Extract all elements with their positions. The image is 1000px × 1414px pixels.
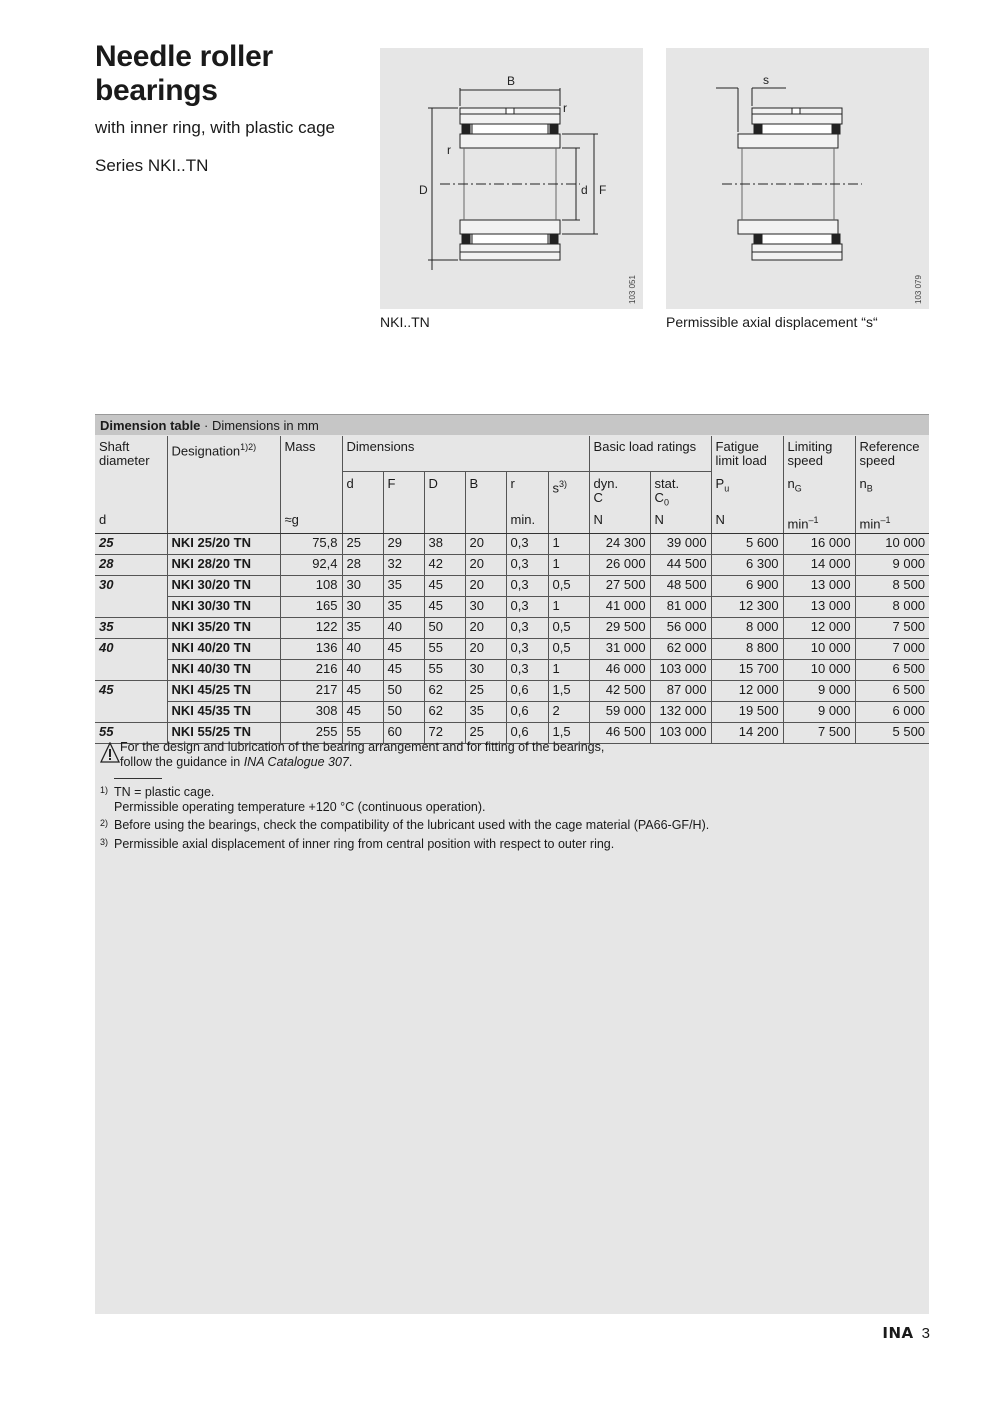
- cell-designation: NKI 35/20 TN: [167, 617, 280, 638]
- cell-C0: 81 000: [650, 596, 711, 617]
- cell-C0: 44 500: [650, 554, 711, 575]
- cell-d: 28: [342, 554, 383, 575]
- cell-shaft: 45: [99, 681, 114, 697]
- cell-B: 25: [465, 722, 506, 743]
- cell-r: 0,6: [506, 680, 548, 701]
- cell-s: 0,5: [548, 575, 589, 596]
- cell-shaft: [95, 659, 167, 680]
- cell-C: 26 000: [589, 554, 650, 575]
- cell-d: 25: [342, 533, 383, 554]
- cell-s: 1: [548, 554, 589, 575]
- cell-B: 20: [465, 575, 506, 596]
- cell-Pu: 15 700: [711, 659, 783, 680]
- cell-B: 30: [465, 596, 506, 617]
- cell-nG: 16 000: [783, 533, 855, 554]
- cell-mass: 308: [280, 701, 342, 722]
- cell-s: 1: [548, 659, 589, 680]
- cell-D: 72: [424, 722, 465, 743]
- cell-C: 46 500: [589, 722, 650, 743]
- cell-B: 20: [465, 533, 506, 554]
- cell-r: 0,3: [506, 638, 548, 659]
- cell-d: 30: [342, 575, 383, 596]
- cell-Pu: 19 500: [711, 701, 783, 722]
- label-d: d: [581, 183, 588, 197]
- table-row: [95, 533, 929, 554]
- cell-nB: 6 000: [855, 701, 929, 722]
- cell-r: 0,6: [506, 722, 548, 743]
- cell-nG: 13 000: [783, 575, 855, 596]
- cell-nB: 6 500: [855, 659, 929, 680]
- cell-D: 45: [424, 596, 465, 617]
- cell-r: 0,3: [506, 575, 548, 596]
- cell-shaft: 55: [95, 722, 167, 743]
- cell-F: 50: [383, 680, 424, 701]
- cell-mass: 255: [280, 722, 342, 743]
- cell-Pu: 14 200: [711, 722, 783, 743]
- page-title: Needle roller bearings: [95, 40, 273, 107]
- warning-icon: [100, 742, 120, 764]
- cell-s: 0,5: [548, 638, 589, 659]
- cell-F: 45: [383, 638, 424, 659]
- cell-D: 62: [424, 680, 465, 701]
- cell-C: 24 300: [589, 533, 650, 554]
- cell-C0: 39 000: [650, 533, 711, 554]
- cell-nG: 13 000: [783, 596, 855, 617]
- table-row: [95, 617, 929, 638]
- cell-F: 35: [383, 596, 424, 617]
- cell-shaft: 25: [95, 533, 167, 554]
- cell-s: 1,5: [548, 680, 589, 701]
- cell-Pu: 6 900: [711, 575, 783, 596]
- figure-ref: 103 051: [628, 275, 637, 304]
- cell-B: 30: [465, 659, 506, 680]
- subtitle: with inner ring, with plastic cage: [95, 118, 336, 137]
- cell-mass: 136: [280, 638, 342, 659]
- col-designation: Designation$^{1)2)}$: [167, 436, 280, 472]
- cell-C: 42 500: [589, 680, 650, 701]
- cell-nB: 8 000: [855, 596, 929, 617]
- label-r2: r: [447, 143, 451, 157]
- cell-shaft: 40: [99, 639, 114, 655]
- cell-s: 1: [548, 596, 589, 617]
- figure-ref: 103 079: [914, 275, 923, 304]
- cell-designation: NKI 55/25 TN: [167, 722, 280, 743]
- table-row: [95, 638, 929, 659]
- page-number: 3: [921, 1325, 930, 1342]
- cell-C: 31 000: [589, 638, 650, 659]
- cell-Pu: 12 000: [711, 680, 783, 701]
- cell-mass: 108: [280, 575, 342, 596]
- cell-F: 32: [383, 554, 424, 575]
- table-row: [95, 701, 929, 722]
- cell-D: 55: [424, 659, 465, 680]
- label-B: B: [507, 74, 516, 88]
- col-basic-load: Basic load ratings: [589, 436, 711, 472]
- cell-designation: NKI 45/25 TN: [167, 680, 280, 701]
- cell-s: 2: [548, 701, 589, 722]
- cell-nG: 10 000: [783, 638, 855, 659]
- bearing-displacement-drawing: [666, 48, 929, 309]
- cell-nG: 7 500: [783, 722, 855, 743]
- cell-r: 0,3: [506, 554, 548, 575]
- cell-F: 35: [383, 575, 424, 596]
- series-label: Series NKI..TN: [95, 156, 209, 175]
- cell-C: 59 000: [589, 701, 650, 722]
- cell-designation: NKI 45/35 TN: [167, 701, 280, 722]
- cell-d: 45: [342, 701, 383, 722]
- cell-shaft: [95, 701, 167, 722]
- cell-Pu: 8 000: [711, 617, 783, 638]
- cell-nG: 14 000: [783, 554, 855, 575]
- cell-r: 0,6: [506, 701, 548, 722]
- cell-Pu: 8 800: [711, 638, 783, 659]
- table-row: [95, 554, 929, 575]
- label-s: s: [763, 73, 769, 87]
- cell-designation: NKI 30/30 TN: [167, 596, 280, 617]
- label-D: D: [419, 183, 428, 197]
- cell-C0: 103 000: [650, 659, 711, 680]
- cell-shaft: 28: [95, 554, 167, 575]
- cell-C0: 48 500: [650, 575, 711, 596]
- table-row: [95, 659, 929, 680]
- cell-F: 40: [383, 617, 424, 638]
- cell-nB: 8 500: [855, 575, 929, 596]
- cell-shaft: 30: [99, 576, 114, 592]
- table-row: [95, 575, 929, 596]
- header-row: [95, 436, 929, 472]
- figure-nki-tn: [380, 48, 643, 309]
- cell-nB: 9 000: [855, 554, 929, 575]
- cell-nB: 5 500: [855, 722, 929, 743]
- cell-nG: 10 000: [783, 659, 855, 680]
- cell-d: 45: [342, 680, 383, 701]
- cell-shaft: [95, 596, 167, 617]
- table-row: [95, 596, 929, 617]
- cell-C: 29 500: [589, 617, 650, 638]
- cell-C0: 103 000: [650, 722, 711, 743]
- cell-nG: 9 000: [783, 701, 855, 722]
- cell-C0: 62 000: [650, 638, 711, 659]
- cell-F: 60: [383, 722, 424, 743]
- cell-F: 29: [383, 533, 424, 554]
- cell-B: 35: [465, 701, 506, 722]
- cell-Pu: 12 300: [711, 596, 783, 617]
- cell-B: 25: [465, 680, 506, 701]
- col-reference: Reference speed: [855, 436, 929, 472]
- cell-mass: 122: [280, 617, 342, 638]
- cell-d: 40: [342, 659, 383, 680]
- cell-nB: 7 500: [855, 617, 929, 638]
- footnote-divider: [114, 778, 162, 779]
- cell-designation: NKI 25/20 TN: [167, 533, 280, 554]
- dimension-table: [95, 436, 929, 744]
- cell-D: 50: [424, 617, 465, 638]
- figure-caption: Permissible axial displacement “s“: [666, 314, 878, 330]
- cell-C0: 132 000: [650, 701, 711, 722]
- table-title: Dimension table · Dimensions in mm: [95, 414, 929, 435]
- cell-r: 0,3: [506, 617, 548, 638]
- cell-mass: 217: [280, 680, 342, 701]
- cell-nB: 6 500: [855, 680, 929, 701]
- cell-F: 45: [383, 659, 424, 680]
- cell-shaft: 35: [95, 617, 167, 638]
- units-row: d ≈g min. N N N $\min^{-1}$ $\min^{-1}$: [95, 511, 929, 534]
- cell-s: 1: [548, 533, 589, 554]
- cell-mass: 165: [280, 596, 342, 617]
- cell-B: 20: [465, 617, 506, 638]
- page-footer: [882, 1324, 930, 1342]
- cell-designation: NKI 40/30 TN: [167, 659, 280, 680]
- cell-nG: 9 000: [783, 680, 855, 701]
- label-r1: r: [563, 101, 567, 115]
- cell-nB: 7 000: [855, 638, 929, 659]
- cell-C0: 56 000: [650, 617, 711, 638]
- subheader-row: d F D B r $s^{3)}$ dyn. C stat. $C_0$ $P_u$ $n_G$ $n_B$: [95, 472, 929, 511]
- cell-designation: NKI 40/20 TN: [167, 638, 280, 659]
- cell-C: 27 500: [589, 575, 650, 596]
- figure-axial-displacement: [666, 48, 929, 309]
- cell-D: 42: [424, 554, 465, 575]
- cell-C: 46 000: [589, 659, 650, 680]
- cell-designation: NKI 30/20 TN: [167, 575, 280, 596]
- cell-r: 0,3: [506, 596, 548, 617]
- col-shaft: Shaft diameter: [99, 439, 150, 468]
- cell-B: 20: [465, 638, 506, 659]
- cell-mass: 92,4: [280, 554, 342, 575]
- cell-s: 0,5: [548, 617, 589, 638]
- col-mass: Mass: [280, 436, 342, 472]
- cell-d: 55: [342, 722, 383, 743]
- cell-D: 62: [424, 701, 465, 722]
- cell-Pu: 5 600: [711, 533, 783, 554]
- cell-d: 35: [342, 617, 383, 638]
- cell-D: 55: [424, 638, 465, 659]
- cell-mass: 75,8: [280, 533, 342, 554]
- cell-C0: 87 000: [650, 680, 711, 701]
- cell-D: 38: [424, 533, 465, 554]
- cell-D: 45: [424, 575, 465, 596]
- cell-d: 30: [342, 596, 383, 617]
- cell-mass: 216: [280, 659, 342, 680]
- label-F: F: [599, 183, 607, 197]
- cell-s: 1,5: [548, 722, 589, 743]
- cell-designation: NKI 28/20 TN: [167, 554, 280, 575]
- col-limiting: Limiting speed: [783, 436, 855, 472]
- cell-d: 40: [342, 638, 383, 659]
- cell-B: 20: [465, 554, 506, 575]
- cell-Pu: 6 300: [711, 554, 783, 575]
- cell-r: 0,3: [506, 533, 548, 554]
- cell-C: 41 000: [589, 596, 650, 617]
- col-dimensions: Dimensions: [342, 436, 589, 472]
- cell-r: 0,3: [506, 659, 548, 680]
- cell-nG: 12 000: [783, 617, 855, 638]
- cell-nB: 10 000: [855, 533, 929, 554]
- figure-caption: NKI..TN: [380, 314, 430, 330]
- col-fatigue: Fatigue limit load: [711, 436, 783, 472]
- bearing-section-drawing: [380, 48, 643, 309]
- brand-logo: INA: [882, 1324, 914, 1342]
- table-row: [95, 680, 929, 701]
- cell-F: 50: [383, 701, 424, 722]
